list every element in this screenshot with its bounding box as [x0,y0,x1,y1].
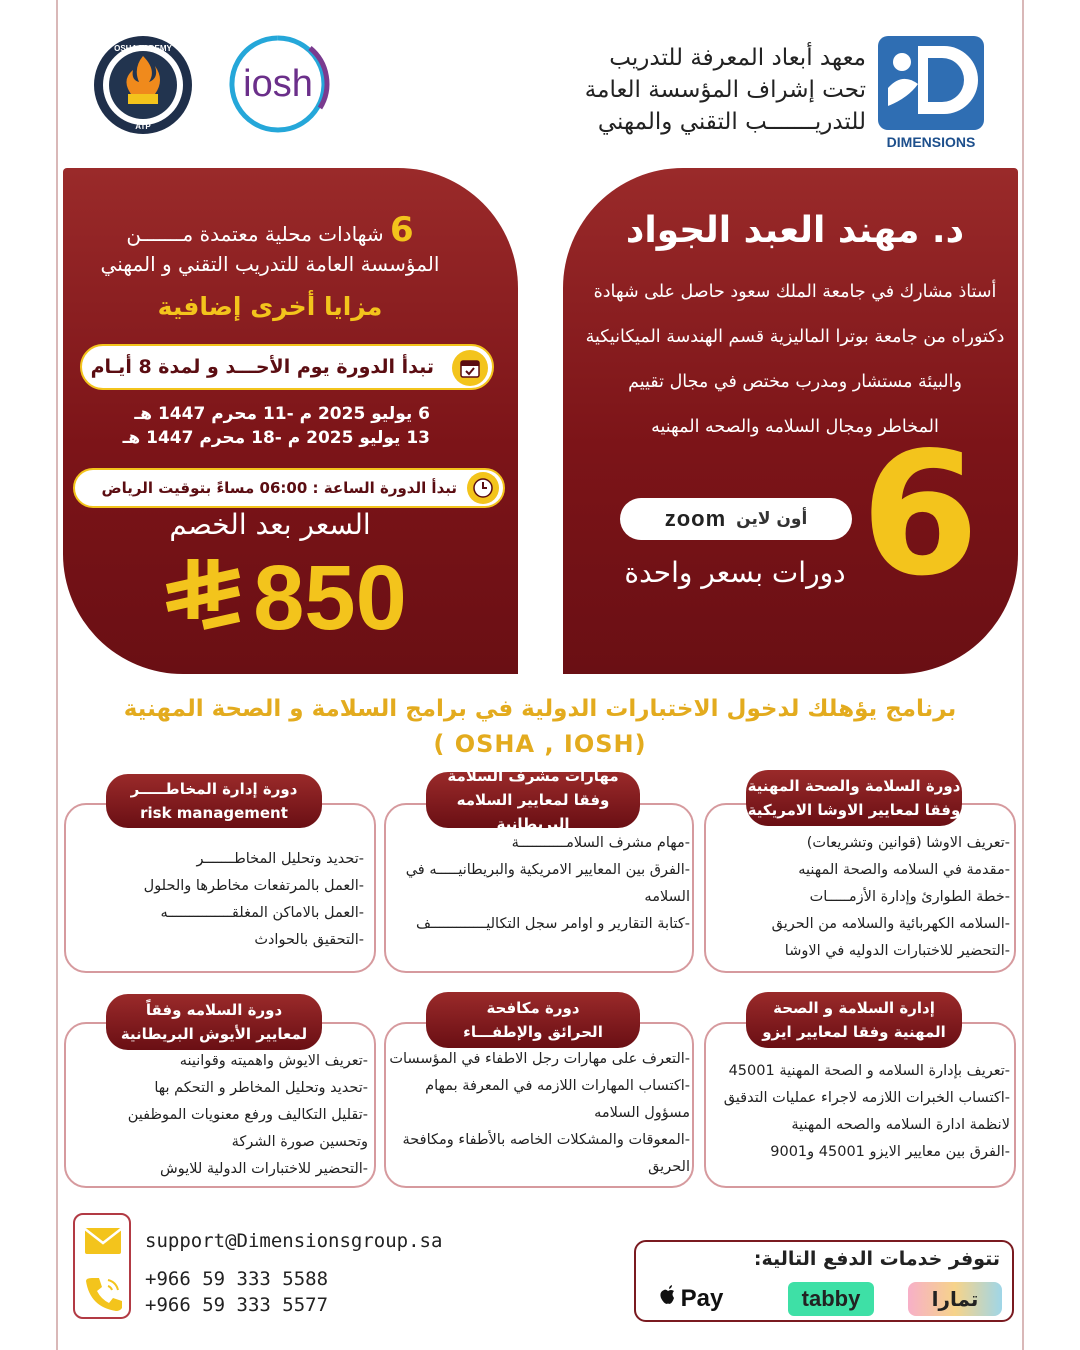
course-title-line: إدارة السلامة و الصحة [773,999,935,1017]
phone-number[interactable]: +966 59 333 5577 [145,1294,329,1316]
course-list-iso [712,1058,1010,1166]
list-item: مسؤول السلامه [594,1105,690,1121]
osha-logo-top: OSHACADEMY [114,44,172,53]
list-item: -التحقيق بالحوادث [254,932,364,948]
course-title-iso [746,992,962,1048]
one-price-label: دورات بسعر واحدة [624,556,846,589]
start-time-label: تبدأ الدورة الساعة : 06:00 مساءً بتوقيت الرياض [101,479,457,497]
course-title-iosh [106,994,322,1050]
list-item: -العمل بالمرتفعات مخاطرها والحلول [143,878,364,894]
program-subtitle: (OSHA , IOSH ) [433,730,647,758]
dimensions-logo-text: DIMENSIONS [886,134,976,150]
certificates-line1: شهادات محلية معتمدة مـــــــن [126,222,384,246]
list-item: السلامه [644,889,690,905]
list-item: -تعريف بإدارة السلامه و الصحة المهنية 45001 [728,1063,1010,1079]
course-title-line: دورة السلامة والصحة المهنية [747,777,961,795]
course-title-line: لمعايير الأيوش البريطانية [120,1025,308,1043]
certificates-count: 6 [390,210,414,250]
list-item: -كتابة التقارير و اوامر سجل التكاليـــــــــــــف [416,916,690,932]
online-label: أون لاين [736,509,808,529]
apple-pay-logo [646,1282,736,1316]
after-discount-label: السعر بعد الخصم [169,508,371,541]
start-day-label: تبدأ الدورة يوم الأحـــد و لمدة 8 أيـام [90,356,434,378]
course-title-line: risk management [140,804,288,822]
oshacademy-logo [92,34,194,136]
list-item: -تقليل التكاليف ورفع معنويات الموظفين [127,1107,368,1123]
course-title-line: الحرائق والإطفـــاء [463,1023,603,1041]
course-title-supervisor [426,767,640,833]
course-title-risk [106,774,322,828]
course-title-line: دورة إدارة المخاطـــــر [130,780,298,798]
list-item: -مقدمة في السلامه والصحة المهنيه [798,862,1010,878]
course-list-fire [388,1046,690,1181]
course-title-line: وفقا لمعايير الاوشا الامريكية [747,801,961,819]
list-item: وتحسين صورة الشركة [231,1134,368,1150]
start-day-badge [80,344,494,390]
course-list-risk [74,846,364,954]
email-link[interactable]: support@Dimensionsgroup.sa [145,1230,443,1252]
program-title-line: برنامج يؤهلك لدخول الاختبارات الدولية في برامج السلامة و الصحة المهنية [123,696,957,722]
institute-line: تحت إشراف المؤسسة العامة [584,77,866,103]
list-item: -اكتساب الخبرات اللازمه لاجراء عمليات التدقيق [723,1090,1010,1106]
certificates-line2: المؤسسة العامة للتدريب التقني و المهني [100,252,440,276]
payment-title: تتوفر خدمات الدفع التالية: [753,1248,1000,1270]
list-item: -تحديد وتحليل المخاطر و التحكم بها [154,1080,368,1096]
list-item: -المعوقات والمشكلات الخاصه بالأطفاء ومكافحة [402,1132,690,1148]
list-item: -العمل بالاماكن المغلقـــــــــــــــه [160,905,364,921]
certificates-info [90,210,450,276]
tabby-logo: tabby [788,1282,874,1316]
osha-logo-bottom: ATP [135,122,151,131]
mail-icon[interactable] [83,1221,123,1261]
instructor-name: د. مهند العبد الجواد [625,210,965,251]
iosh-logo-text: iosh [243,63,313,105]
course-dates [120,402,430,450]
list-item: -خطة الطوارئ وإدارة الأزمـــــات [809,889,1010,905]
list-item: -الفرق بين معايير الايزو 45001 و9001 [770,1144,1010,1160]
list-item: -التحضير للاختبارات الدولية للايوش [160,1161,368,1177]
bio-line: أستاذ مشارك في جامعة الملك سعود حاصل على شهادة [593,282,997,302]
phone-number[interactable]: +966 59 333 5588 [145,1268,329,1290]
institute-line: للتدريـــــــب التقني والمهني [597,109,866,135]
date-line: 13 يوليو 2025 م -18 محرم 1447 هـ [122,428,430,448]
courses-count: 6 [860,416,980,614]
course-title-line: مهارات مشرف السلامة [447,767,619,785]
price-amount: 850 [253,547,407,649]
list-item: -السلامه الكهربائية والسلامه من الحريق [771,916,1010,932]
apple-pay-label: Pay [680,1285,724,1312]
course-title-line: دورة مكافحة [486,999,580,1017]
start-time-badge [73,468,505,508]
zoom-label: zoom [664,506,727,531]
list-item: -التعرف على مهارات رجل الاطفاء في المؤسسات [389,1051,690,1067]
iosh-logo [220,34,336,134]
course-title-osha [746,770,962,826]
contact-details [145,1230,442,1316]
apple-icon [659,1285,677,1314]
institute-name [560,42,866,138]
list-item: -مهام مشرف السلامـــــــــــة [511,835,690,851]
list-item: -التحضير للاختبارات الدوليه في الاوشا [784,943,1010,959]
contact-icons [73,1213,131,1319]
list-item: -الفرق بين المعايير الامريكية والبريطانيـــــه في [405,862,690,878]
date-line: 6 يوليو 2025 م -11 محرم 1447 هـ [134,404,430,424]
riyal-icon [163,555,243,641]
list-item: -اكتساب المهارات اللازمه في المعرفة بمهام [425,1078,690,1094]
online-zoom-badge [620,498,852,540]
list-item: -تعريف الاوشا (قوانين وتشريعات) [806,835,1010,851]
phone-icon[interactable] [83,1273,123,1313]
list-item: الحريق [648,1159,690,1175]
extra-benefits: مزايا أخرى إضافية [157,292,383,321]
course-title-line: المهنية وفقا لمعايير ايزو [762,1023,946,1041]
calendar-icon [452,350,488,386]
course-title-fire [426,992,640,1048]
list-item: لانظمة ادارة السلامه والصحه المهنية [791,1117,1010,1133]
course-list-supervisor [388,830,690,938]
bio-line: والبيئة مستشار ومدرب مختص في مجال تقييم [628,372,962,392]
tamara-logo: تمارا [908,1282,1002,1316]
course-list-iosh [72,1048,368,1183]
price [120,548,450,648]
bio-line: دكتوراه من جامعة بوترا الماليزية قسم الهندسة الميكانيكية [585,327,1005,347]
course-title-line: وفقا لمعايير السلامه البريطانية [456,791,610,833]
list-item: -تحديد وتحليل المخاطـــــــر [196,851,364,867]
course-title-line: دورة السلامه وفقاً [145,1001,283,1019]
institute-line: معهد أبعاد المعرفة للتدريب [609,45,866,71]
clock-icon [467,472,499,504]
program-title [110,696,970,758]
payment-methods [634,1240,1014,1322]
bio-line: المخاطر ومجال السلامه والصحه المهنيه [651,417,939,437]
course-list-osha [712,830,1010,965]
dimensions-logo [878,36,984,152]
list-item: -تعريف الايوش واهميته وقوانينه [179,1053,368,1069]
